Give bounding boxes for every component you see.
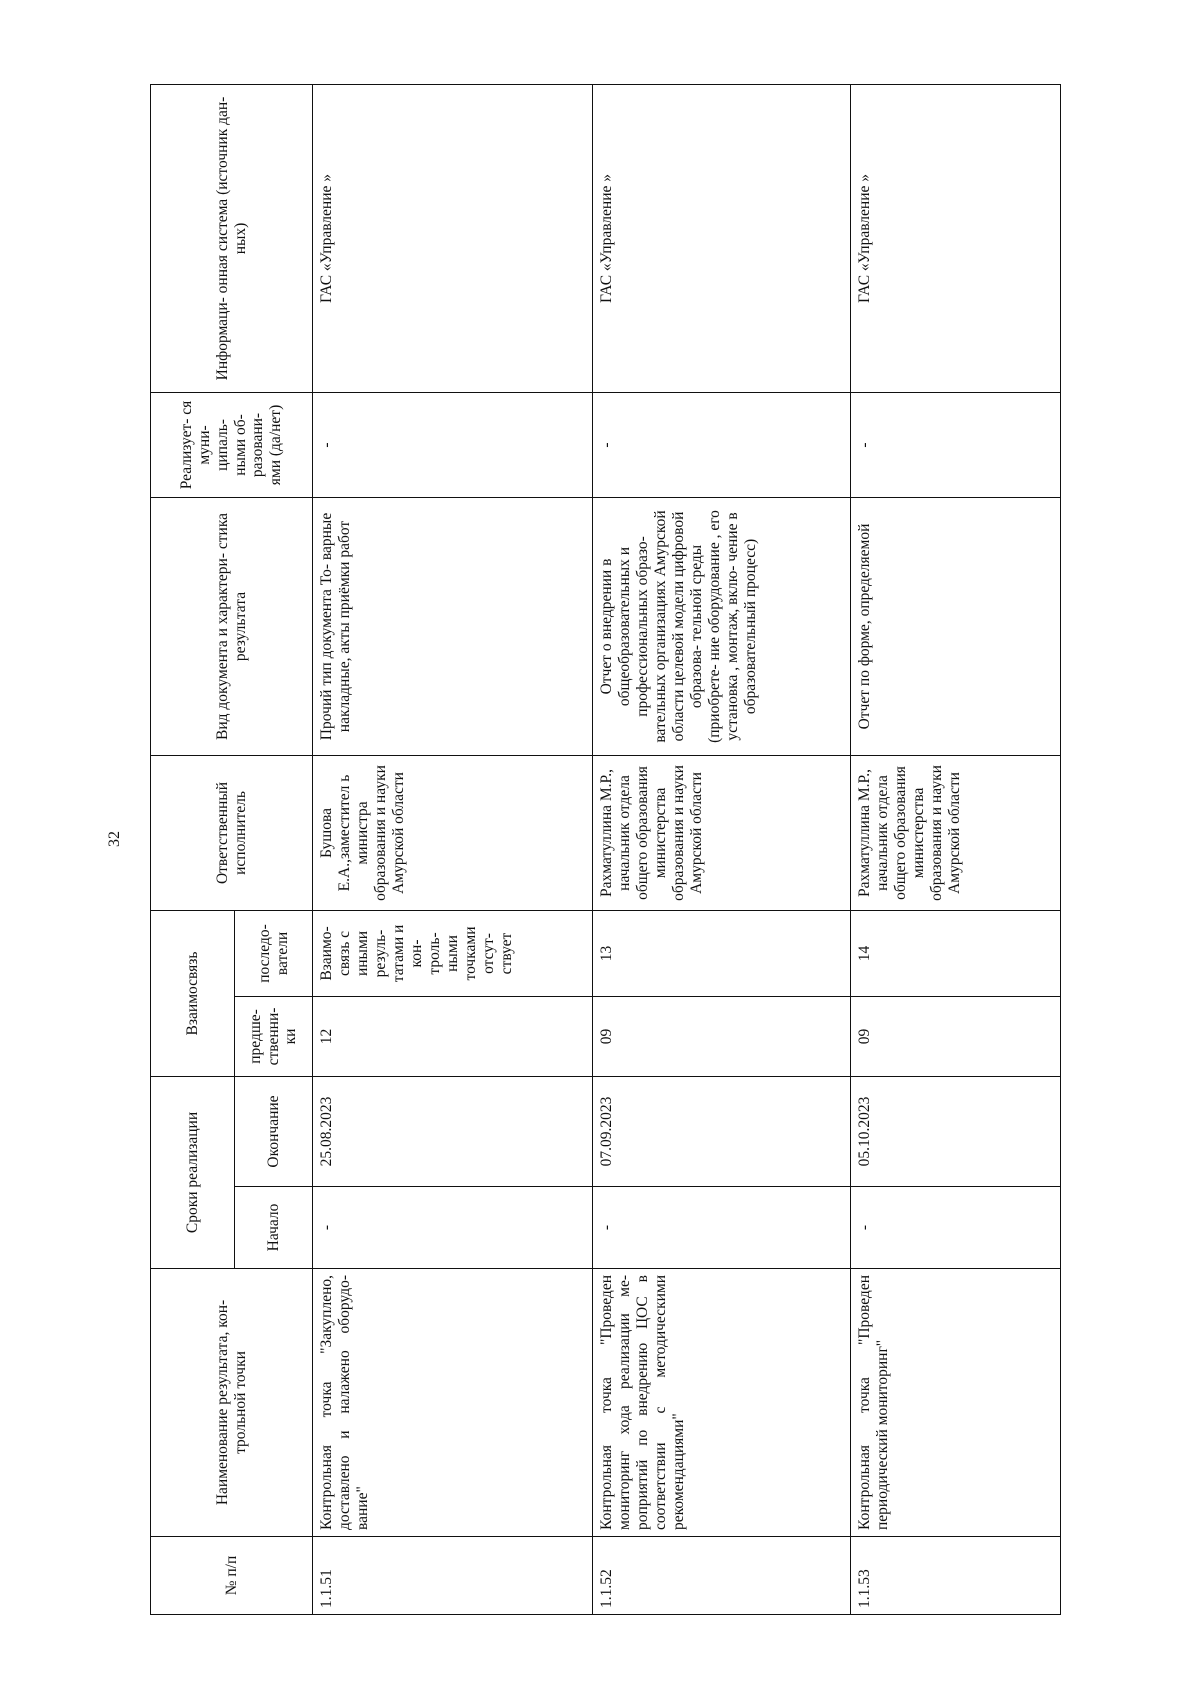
row-successors: Взаимо- связь с иными резуль- татами и кон- троль- ными точками отсут- ствует: [313, 910, 593, 996]
table-row: [593, 84, 851, 1614]
row-num: 1.1.51: [313, 1537, 593, 1615]
row-end: 07.09.2023: [593, 1076, 851, 1186]
row-end: 05.10.2023: [851, 1076, 1061, 1186]
header-successors: последо- ватели: [235, 910, 313, 996]
row-doc-type: Прочий тип документа То- варные накладные, акты приёмки работ: [313, 497, 593, 755]
header-end: Окончание: [235, 1076, 313, 1186]
header-doc-type: Вид документа и характери- стика результата: [151, 497, 313, 755]
row-executor: Рахматуллина М.Р., начальник отдела общего образования министерства образования и науки Амурской области: [851, 755, 1061, 910]
row-name: Контрольная точка "Проведен мониторинг хода реализации ме- роприятий по внедрению ЦОС в соответствии с методическими рекомендациями": [593, 1269, 851, 1537]
header-terms: Сроки реализации: [151, 1076, 235, 1268]
row-num: 1.1.53: [851, 1537, 1061, 1615]
row-municipal: -: [313, 392, 593, 497]
page-number: 32: [106, 831, 123, 847]
row-executor: Рахматуллина М.Р., начальник отдела общего образования министерства образования и науки Амурской области: [593, 755, 851, 910]
row-doc-type: Отчет по форме, определяемой: [851, 497, 1061, 755]
header-executor: Ответственный исполнитель: [151, 755, 313, 910]
row-info-system: ГАС «Управление »: [851, 84, 1061, 392]
header-num: № п/п: [151, 1537, 313, 1615]
row-municipal: -: [851, 392, 1061, 497]
header-relation: Взаимосвязь: [151, 910, 235, 1076]
header-name: Наименование результата, кон- трольной точки: [151, 1269, 313, 1537]
row-start: -: [313, 1187, 593, 1269]
row-successors: 13: [593, 910, 851, 996]
rotated-table-container: [150, 85, 1060, 1615]
table-row: [851, 84, 1061, 1614]
row-successors: 14: [851, 910, 1061, 996]
row-predecessors: 12: [313, 996, 593, 1076]
row-municipal: -: [593, 392, 851, 497]
row-end: 25.08.2023: [313, 1076, 593, 1186]
row-predecessors: 09: [593, 996, 851, 1076]
row-executor: Бушова Е.А.,заместител ь министра образования и науки Амурской области: [313, 755, 593, 910]
row-start: -: [593, 1187, 851, 1269]
table-row: [313, 84, 593, 1614]
row-info-system: ГАС «Управление »: [313, 84, 593, 392]
row-name: Контрольная точка "Проведен периодический мониторинг": [851, 1269, 1061, 1537]
header-predecessors: предше- ственни- ки: [235, 996, 313, 1076]
row-name: Контрольная точка "Закуплено, доставлено и налажено оборудо- вание": [313, 1269, 593, 1537]
row-num: 1.1.52: [593, 1537, 851, 1615]
header-info-system: Информаци- онная система (источник дан- ных): [151, 84, 313, 392]
row-doc-type: Отчет о внедрении в общеобразовательных и профессиональных образо- вательных организациях Амурской области целевой модели цифровой образова- тельной среды (приобрете- ние оборудование , его установка , монтаж, вклю- чение в образовательный процесс): [593, 497, 851, 755]
row-info-system: ГАС «Управление »: [593, 84, 851, 392]
row-predecessors: 09: [851, 996, 1061, 1076]
header-municipal: Реализует- ся муни- ципаль- ными об- разовани- ями (да/нет): [151, 392, 313, 497]
header-start: Начало: [235, 1187, 313, 1269]
results-table: [150, 84, 1061, 1615]
row-start: -: [851, 1187, 1061, 1269]
